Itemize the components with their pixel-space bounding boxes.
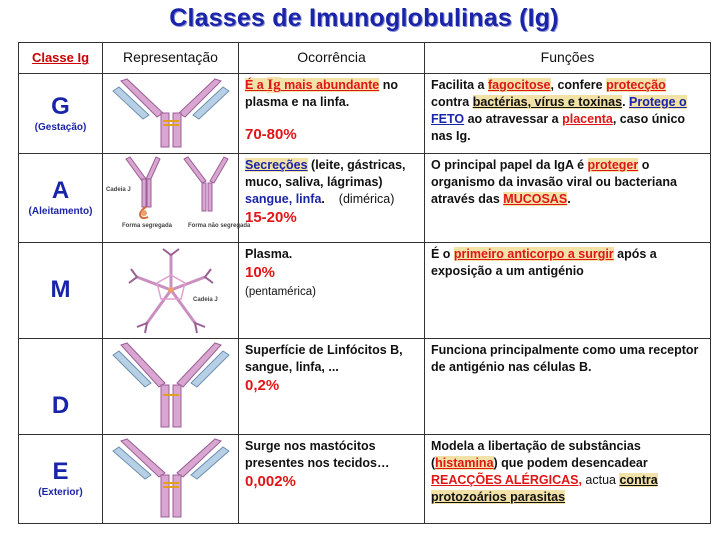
- header-row: [19, 43, 711, 74]
- immunoglobulin-table: [18, 42, 711, 524]
- class-subtitle: (Exterior): [38, 487, 83, 499]
- occ-text: (pentamérica): [245, 286, 316, 299]
- igd-representation: [103, 338, 239, 434]
- functions-d: [425, 338, 711, 434]
- class-letter: A: [51, 177, 70, 205]
- fn-text: primeiro anticorpo a surgir: [453, 247, 614, 262]
- fn-text: fagocitose: [487, 77, 551, 92]
- header-classe: Classe Ig: [19, 43, 103, 74]
- ige-antibody-icon: [109, 439, 233, 519]
- occ-text: .: [321, 191, 325, 206]
- fn-text: protecção: [606, 77, 666, 92]
- occ-text: (dimérica): [338, 191, 395, 206]
- fn-text: o organismo da invasão viral ou bacteriana através das: [431, 157, 677, 206]
- fn-text: histamina: [435, 455, 494, 470]
- occurrence-g: [239, 73, 425, 153]
- fn-text: contra: [431, 94, 473, 109]
- fn-text: FETO: [431, 111, 465, 126]
- table-row-igm: [19, 243, 711, 339]
- fn-text: O principal papel da IgA é: [431, 157, 588, 172]
- class-cell-a: [19, 153, 103, 242]
- percentage: 15-20%: [245, 208, 297, 226]
- occ-text: Superfície de Linfócitos B, sangue, linfa, ...: [245, 342, 403, 374]
- ige-representation: [103, 434, 239, 523]
- igm-representation: [103, 243, 239, 339]
- fn-text: placenta: [562, 111, 613, 126]
- fn-text: Protege o: [629, 94, 687, 109]
- class-letter: G: [51, 92, 70, 120]
- fn-text: MUCOSAS: [503, 191, 568, 206]
- fn-text: REACÇÕES ALÉRGICAS,: [431, 472, 582, 487]
- fn-text: Modela a libertação de substâncias (: [431, 438, 641, 470]
- iga-representation: [103, 153, 250, 242]
- class-letter: M: [50, 276, 71, 304]
- class-subtitle: (Gestação): [34, 121, 87, 133]
- chain-label: Cadeia J: [105, 186, 131, 193]
- igg-antibody-icon: [111, 77, 231, 149]
- fn-text: contra protozoários parasitas: [431, 472, 658, 504]
- occ-text: É a: [245, 77, 268, 92]
- class-cell-g: [19, 73, 103, 153]
- occ-text: no plasma e na linfa.: [245, 77, 398, 109]
- functions-e: [425, 434, 711, 523]
- percentage: 0,2%: [245, 376, 280, 394]
- fn-text: proteger: [587, 157, 639, 172]
- fn-text: bactérias, vírus e toxinas: [472, 94, 623, 109]
- percentage: 70-80%: [245, 125, 297, 143]
- functions-m: [425, 243, 711, 339]
- secreted-label: Forma segregada: [121, 222, 172, 229]
- occurrence-e: [239, 434, 425, 523]
- occ-text: mais abundante: [280, 77, 380, 92]
- fn-text: ) que podem desencadear: [493, 455, 648, 470]
- fn-text: Facilita a: [431, 77, 488, 92]
- fn-text: Funciona principalmente como uma receptor de antigénio nas células B.: [431, 342, 699, 374]
- occ-text: Plasma.: [245, 247, 293, 262]
- fn-text: ao atravessar a: [464, 111, 563, 126]
- occ-text: (leite, gástricas, muco, saliva, lágrimas): [245, 157, 406, 189]
- table-row-igg: [19, 73, 711, 153]
- igg-representation: [103, 73, 239, 153]
- fn-text: , confere: [550, 77, 607, 92]
- fn-text: actua: [581, 472, 620, 487]
- occurrence-d: [239, 338, 425, 434]
- page-title: Classes de Imunoglobulinas (Ig): [169, 4, 559, 32]
- class-cell-m: [19, 243, 103, 339]
- iga-antibody-icon: [105, 157, 250, 239]
- table-row-iga: [19, 153, 711, 242]
- occurrence-a: [239, 153, 425, 242]
- fn-text: , caso único nas Ig.: [431, 111, 686, 143]
- occ-text: Surge nos mastócitos presentes nos tecidos…: [245, 438, 390, 470]
- functions-g: [425, 73, 711, 153]
- header-ocorrencia: Ocorrência: [239, 43, 425, 74]
- header-representacao: Representação: [103, 43, 239, 74]
- fn-text: após a exposição a um antigénio: [431, 247, 657, 279]
- functions-a: [425, 153, 711, 242]
- fn-text: .: [567, 191, 571, 206]
- occ-text: Ig: [267, 76, 281, 93]
- chain-label: Cadeia J: [192, 297, 218, 304]
- percentage: 10%: [245, 264, 276, 282]
- table-row-igd: [19, 338, 711, 434]
- class-subtitle: (Aleitamento): [28, 206, 93, 218]
- fn-text: .: [622, 94, 630, 109]
- class-letter: D: [51, 391, 70, 419]
- nonsecreted-label: Forma não segregada: [187, 222, 250, 229]
- occ-text: sangue, linfa: [245, 191, 322, 206]
- class-letter: E: [52, 458, 69, 486]
- class-cell-d: [19, 338, 103, 434]
- header-funcoes: Funções: [425, 43, 711, 74]
- class-cell-e: [19, 434, 103, 523]
- percentage: 0,002%: [245, 472, 296, 490]
- occ-text: Secreções: [245, 157, 308, 172]
- occurrence-m: [239, 243, 425, 339]
- table-row-ige: [19, 434, 711, 523]
- igm-pentamer-icon: [111, 247, 231, 333]
- fn-text: É o: [431, 247, 454, 262]
- igd-antibody-icon: [109, 343, 233, 429]
